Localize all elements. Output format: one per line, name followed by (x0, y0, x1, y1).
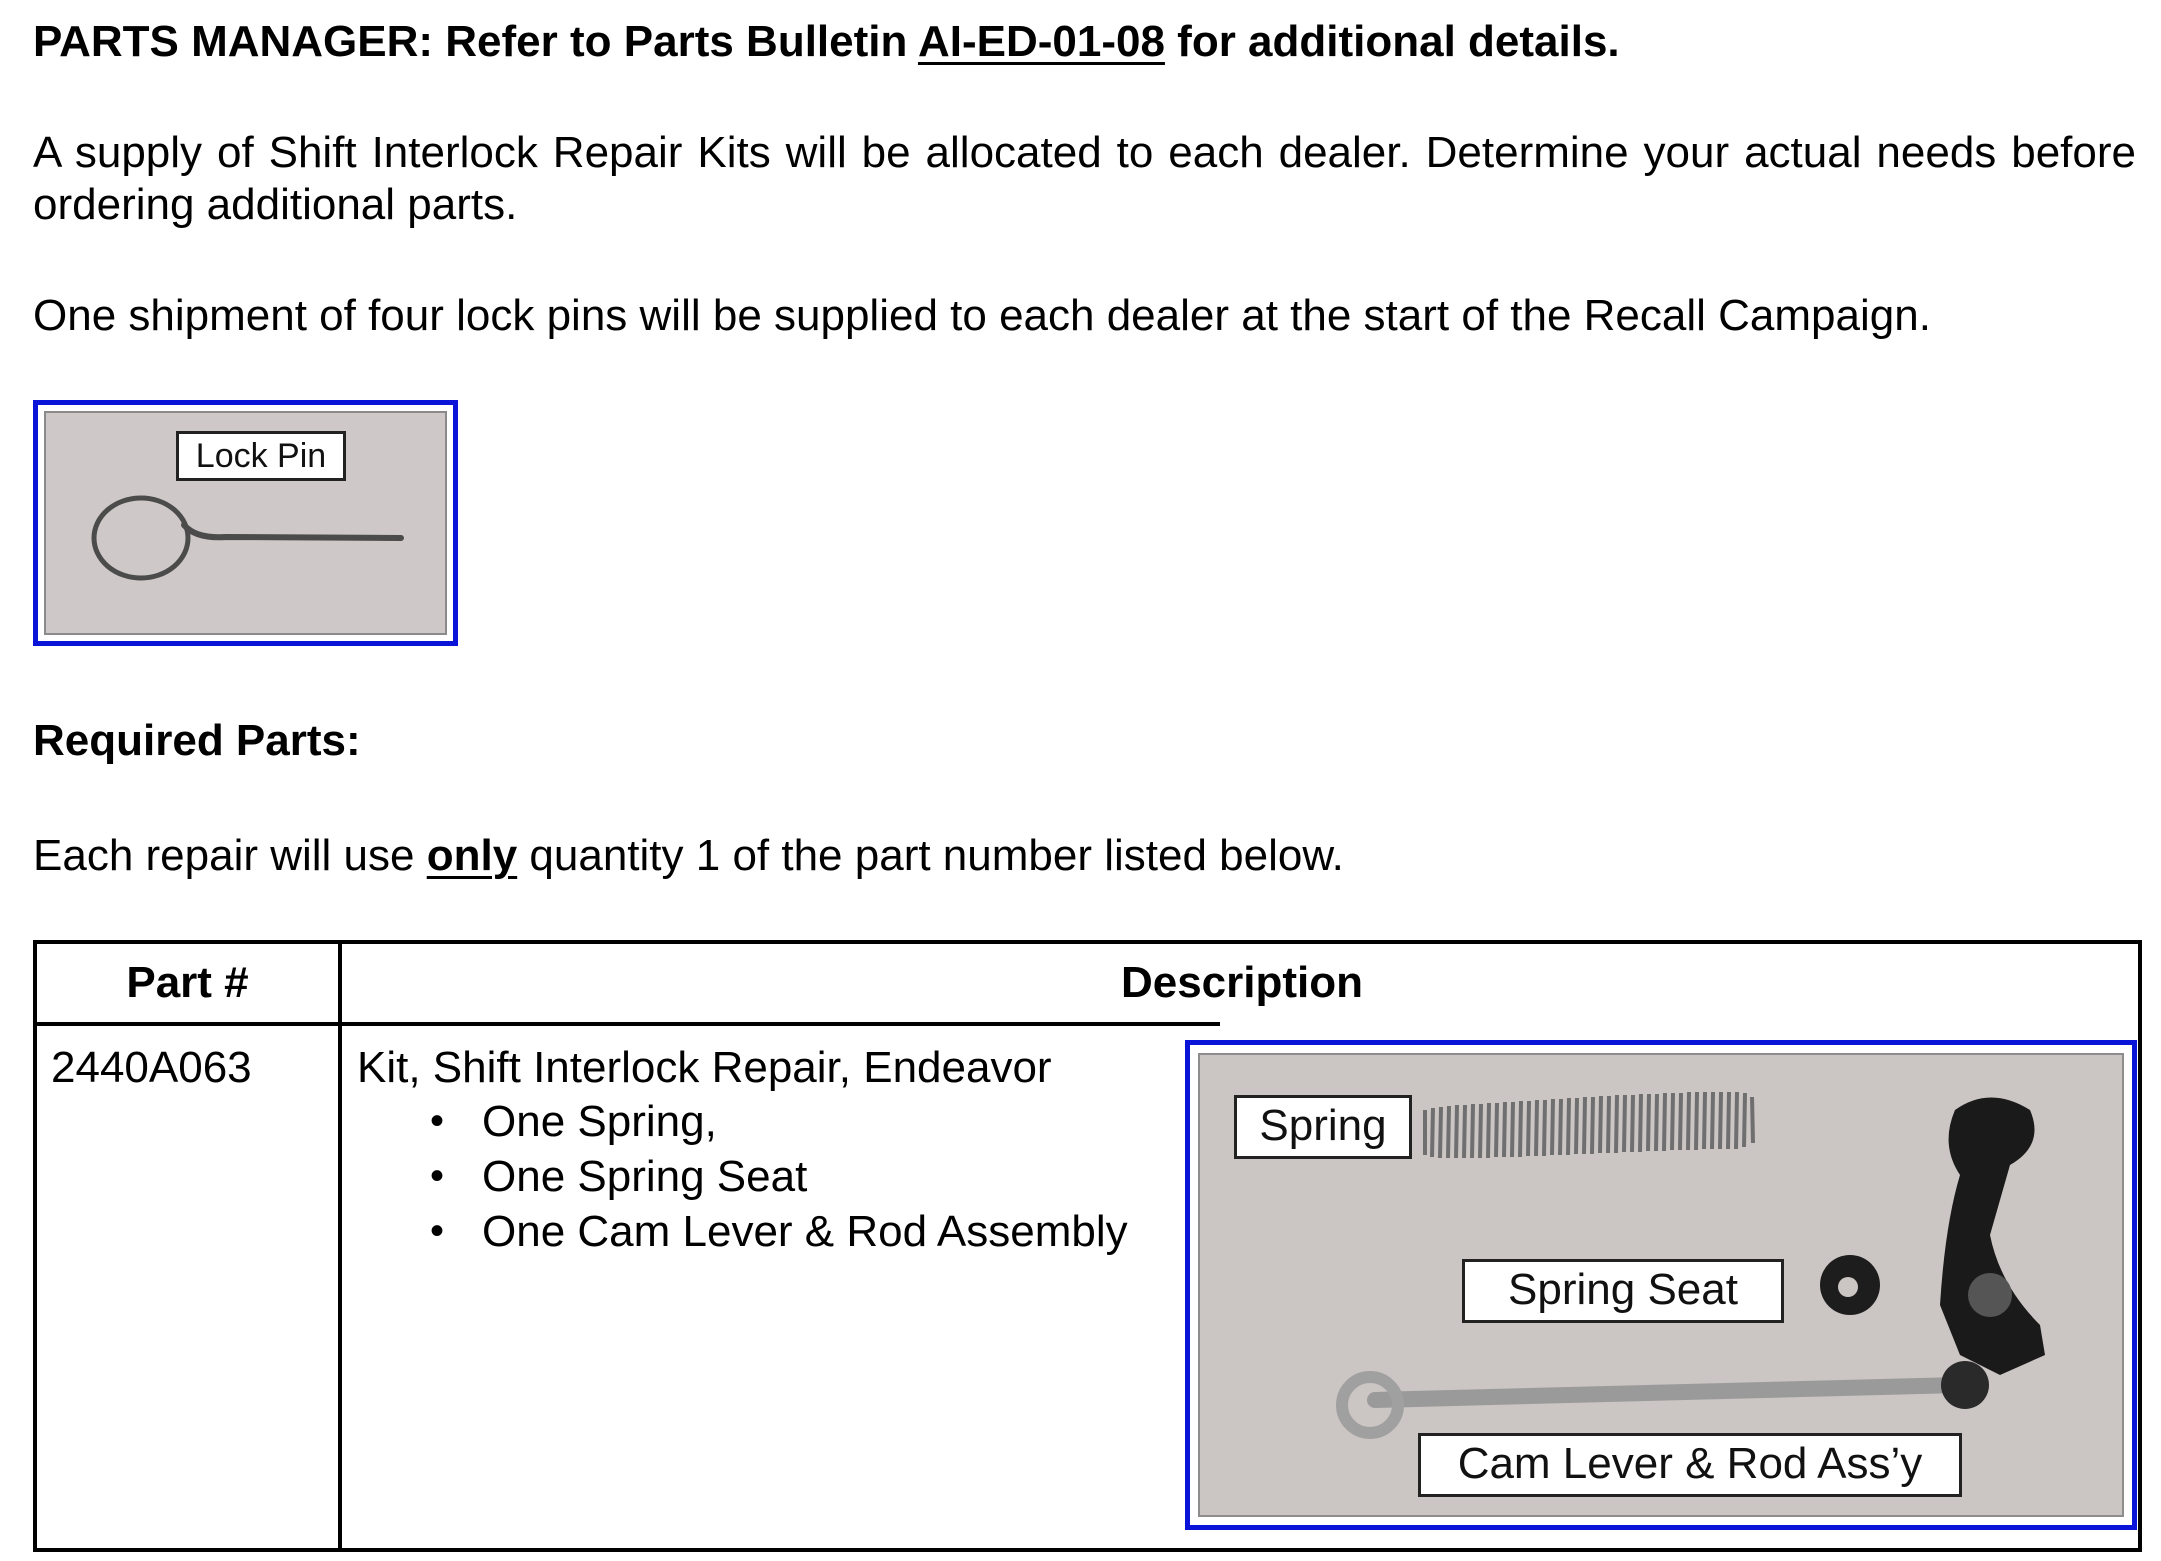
usage-before: Each repair will use (33, 831, 427, 880)
description-cell: Kit, Shift Interlock Repair, Endeavor (357, 1043, 1052, 1092)
lock-pin-photo (44, 411, 447, 635)
repair-kit-photo (1198, 1053, 2124, 1517)
usage-note (33, 830, 1344, 882)
row-divider (342, 1022, 1220, 1026)
spring-label: Spring (1234, 1095, 1412, 1159)
column-divider (338, 944, 342, 1548)
list-item: • One Spring Seat (430, 1149, 1128, 1204)
shipment-paragraph: One shipment of four lock pins will be supplied to each dealer at the start of the Recall Campaign. (33, 291, 1931, 340)
usage-after: quantity 1 of the part number listed below. (517, 831, 1344, 880)
lock-pin-label: Lock Pin (176, 431, 346, 481)
cam-lever-drawing (1940, 1098, 2045, 1376)
row-divider (37, 1022, 342, 1026)
list-item: • One Cam Lever & Rod Assembly (430, 1204, 1128, 1259)
kit-contents-list (430, 1094, 1128, 1259)
part-number-cell: 2440A063 (51, 1043, 252, 1092)
spring-drawing (1425, 1092, 1753, 1158)
cam-lever-label: Cam Lever & Rod Ass’y (1418, 1433, 1962, 1497)
repair-kit-image (1185, 1040, 2137, 1530)
lock-pin-image (33, 400, 458, 646)
note-lead: PARTS MANAGER: Refer to Parts Bulletin (33, 17, 918, 66)
list-item: • One Spring, (430, 1094, 1128, 1149)
note-tail: for additional details. (1164, 17, 1620, 66)
spring-seat-label: Spring Seat (1462, 1259, 1784, 1323)
parts-manager-note (33, 16, 1620, 68)
header-description: Description (1120, 958, 1364, 1007)
usage-emphasis: only (426, 831, 518, 880)
supply-paragraph: A supply of Shift Interlock Repair Kits will be allocated to each dealer. Determine your actual needs before ordering additional parts. (33, 128, 2136, 229)
required-parts-heading: Required Parts: (33, 716, 361, 765)
bulletin-link[interactable]: AI-ED-01-08 (917, 17, 1165, 66)
header-part-number: Part # (126, 958, 249, 1007)
rod-drawing (1375, 1385, 1960, 1400)
